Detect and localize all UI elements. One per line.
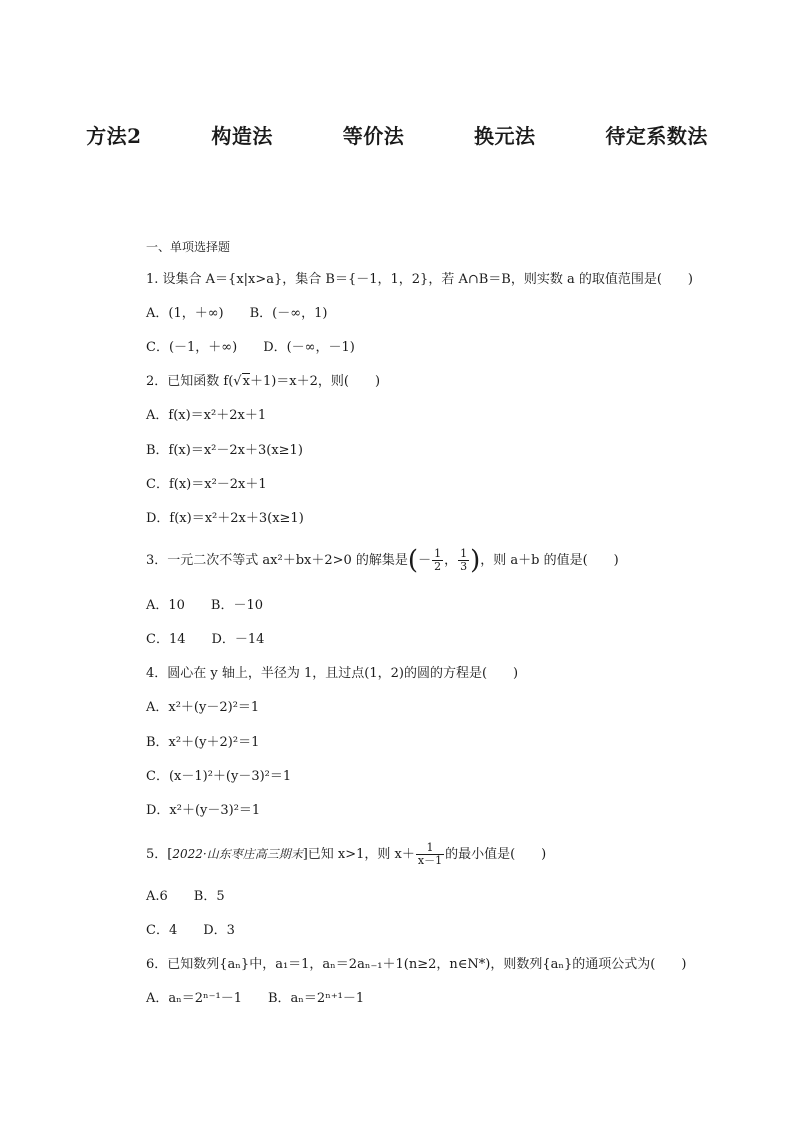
question-2-option-c: C．f(x)＝x²－2x＋1 xyxy=(146,477,267,492)
question-2-option-a: A．f(x)＝x²＋2x＋1 xyxy=(146,408,267,423)
question-4-option-d: D．x²＋(y－3)²＝1 xyxy=(146,803,261,818)
question-3-stem-suffix: ，则 a＋b 的值是( ) xyxy=(480,553,619,568)
fraction-one-half xyxy=(432,548,443,573)
question-5-options-cd: C．4 D．3 xyxy=(146,923,235,938)
question-5-stem-prefix: 5．[ xyxy=(146,847,173,862)
question-4-option-a: A．x²＋(y－2)²＝1 xyxy=(146,700,260,715)
fraction-one-third xyxy=(458,548,469,573)
question-4-stem: 4．圆心在 y 轴上，半径为 1，且过点(1，2)的圆的方程是( ) xyxy=(146,666,519,681)
question-5-stem-suffix: 的最小值是( ) xyxy=(445,847,547,862)
question-6-stem: 6．已知数列{aₙ}中，a₁＝1，aₙ＝2aₙ₋₁＋1(n≥2，n∈N*)，则数列{aₙ}的通项公式为( ) xyxy=(146,957,687,972)
comma: ， xyxy=(444,553,458,568)
question-2-stem xyxy=(146,374,380,390)
fraction-numerator: 1 xyxy=(434,547,442,560)
sqrt-radicand: x xyxy=(242,374,250,389)
question-3-stem-prefix: 3．一元二次不等式 ax²＋bx＋2>0 的解集是 xyxy=(146,553,408,568)
question-1-stem: 1. 设集合 A＝{x|x>a}，集合 B＝{－1，1，2}，若 A∩B＝B，则实数 a 的取值范围是( ) xyxy=(146,272,694,287)
question-5-options-ab: A.6 B．5 xyxy=(146,889,225,904)
question-3-stem xyxy=(146,545,619,576)
question-5-stem-middle: ]已知 x>1，则 x＋ xyxy=(302,847,415,862)
open-paren: ( xyxy=(407,545,419,576)
fraction-denominator: 2 xyxy=(434,560,442,573)
question-3-options-ab: A．10 B．－10 xyxy=(146,598,264,613)
fraction-denominator: 3 xyxy=(460,560,468,573)
question-4-option-c: C．(x－1)²＋(y－3)²＝1 xyxy=(146,769,292,784)
question-3-options-cd: C．14 D．－14 xyxy=(146,632,265,647)
question-2-stem-prefix: 2．已知函数 f( xyxy=(146,374,234,389)
question-2-option-b: B．f(x)＝x²－2x＋3(x≥1) xyxy=(146,443,303,458)
question-6-options-ab: A．aₙ＝2ⁿ⁻¹－1 B．aₙ＝2ⁿ⁺¹－1 xyxy=(146,991,365,1006)
page-title: 方法2 构造法 等价法 换元法 待定系数法 xyxy=(86,124,708,148)
fraction-one-over-x-minus-one xyxy=(416,842,444,867)
question-1-options-cd: C．(－1，＋∞) D．(－∞，－1) xyxy=(146,340,355,355)
minus-sign: － xyxy=(418,553,432,568)
question-1-options-ab: A．(1，＋∞) B．(－∞，1) xyxy=(146,306,328,321)
fraction-numerator: 1 xyxy=(460,547,468,560)
fraction-numerator: 1 xyxy=(416,842,444,855)
question-2-option-d: D．f(x)＝x²＋2x＋3(x≥1) xyxy=(146,511,304,526)
close-paren: ) xyxy=(470,545,481,576)
section-heading: 一、单项选择题 xyxy=(146,240,231,254)
source-tag: 2022·山东枣庄高三期末 xyxy=(172,847,303,861)
fraction-denominator: x－1 xyxy=(417,854,443,867)
question-4-option-b: B．x²＋(y＋2)²＝1 xyxy=(146,735,260,750)
sqrt-symbol: √ xyxy=(233,374,242,389)
question-2-stem-suffix: ＋1)＝x＋2，则( ) xyxy=(249,374,381,389)
question-5-stem xyxy=(146,842,546,867)
